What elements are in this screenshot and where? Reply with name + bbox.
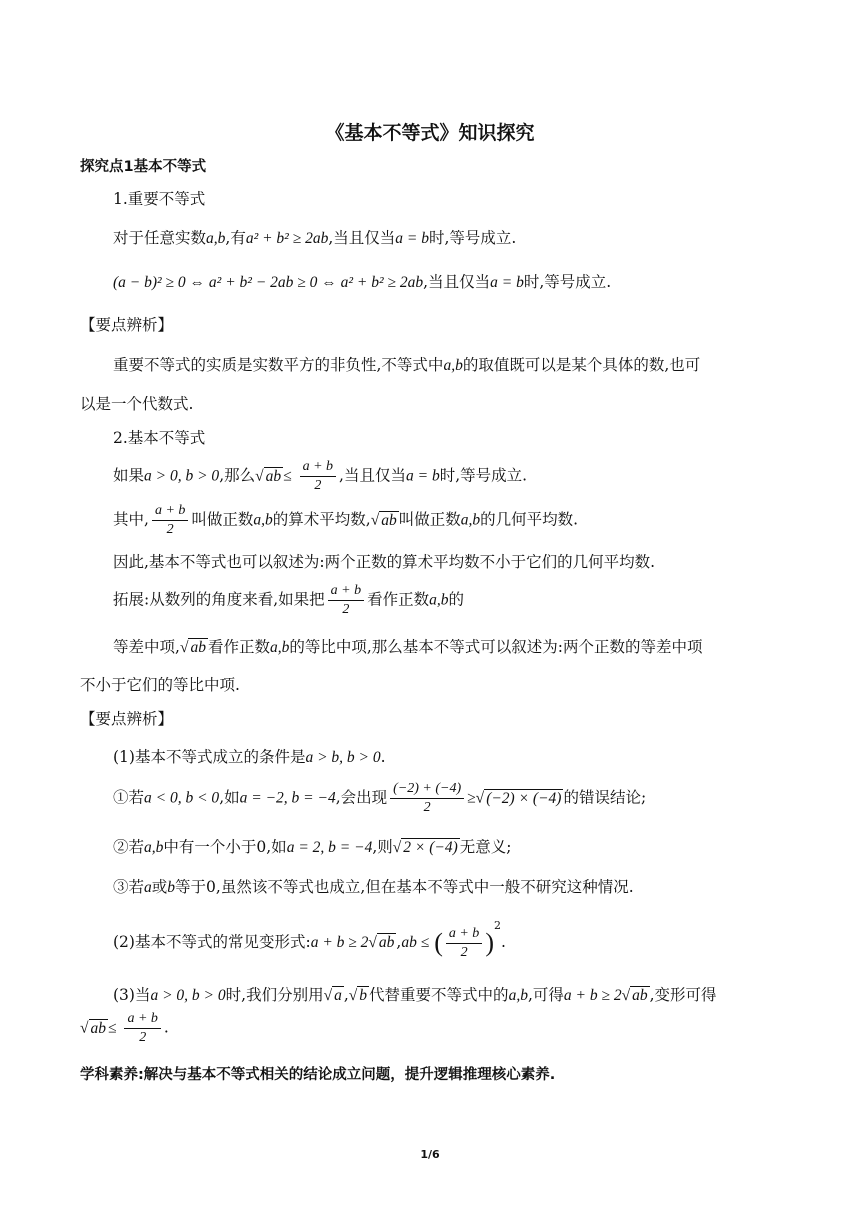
- paragraph-line: 拓展:从数列的角度来看,如果把 $\frac{a + b}{2}$ 看作正数a,b的: [113, 583, 465, 617]
- paragraph-line: (1)基本不等式成立的条件是a > b, b > 0.: [113, 748, 386, 766]
- summary-line: 学科素养:解决与基本不等式相关的结论成立问题，提升逻辑推理核心素养.: [80, 1067, 556, 1083]
- paragraph-line: 其中, $\frac{a + b}{2}$ 叫做正数a,b的算术平均数,√ ab 叫做正数a,b的几何平均数.: [113, 503, 579, 537]
- section-heading: 探究点1基本不等式: [80, 159, 207, 175]
- paragraph-line: (3)当a > 0, b > 0时,我们分别用√ a ,√ b 代替重要不等式中的a,b,可得a + b ≥ 2√ ab ,变形可得: [113, 986, 717, 1004]
- item-heading: 2.基本不等式: [113, 429, 206, 447]
- paragraph-line: (a − b)² ≥ 0 ⇔ a² + b² − 2ab ≥ 0 ⇔ a² + b² ≥ 2ab,当且仅当a = b时,等号成立.: [113, 273, 612, 291]
- page-title: 《基本不等式》知识探究: [325, 122, 535, 144]
- paragraph-line: √ ab ≤ $\frac{a + b}{2}$ .: [80, 1011, 169, 1045]
- key-point-label: 【要点辨析】: [80, 710, 174, 728]
- paragraph-line: ①若a < 0, b < 0,如a = −2, b = −4,会出现 $\frac{(-2) + (-4)}{2}$ ≥√ (−2) × (−4) 的错误结论;: [113, 781, 647, 815]
- paragraph-line: 对于任意实数a,b,有a² + b² ≥ 2ab,当且仅当a = b时,等号成立.: [113, 229, 517, 247]
- paragraph-line: 以是一个代数式.: [80, 395, 194, 413]
- paragraph-line: ③若a或b等于0,虽然该不等式也成立,但在基本不等式中一般不研究这种情况.: [113, 878, 634, 896]
- page-number: 1/6: [420, 1148, 440, 1161]
- paragraph-line: 重要不等式的实质是实数平方的非负性,不等式中a,b的取值既可以是某个具体的数,也可: [113, 356, 701, 374]
- paragraph-line: 等差中项,√ ab 看作正数a,b的等比中项,那么基本不等式可以叙述为:两个正数的等差中项: [113, 638, 703, 656]
- paragraph-line: ②若a,b中有一个小于0,如a = 2, b = −4,则√ 2 × (−4) 无意义;: [113, 838, 512, 856]
- paragraph-line: 因此,基本不等式也可以叙述为:两个正数的算术平均数不小于它们的几何平均数.: [113, 553, 656, 571]
- item-heading: 1.重要不等式: [113, 190, 206, 208]
- paragraph-line: 不小于它们的等比中项.: [80, 676, 240, 694]
- paragraph-line: 如果a > 0, b > 0,那么√ ab ≤ $\frac{a + b}{2}$ ,当且仅当a = b时,等号成立.: [113, 459, 528, 493]
- paragraph-line: (2)基本不等式的常见变形式:a + b ≥ 2√ ab ,ab ≤ ( $\frac{a + b}{2}$ )$^2$.: [113, 919, 506, 960]
- key-point-label: 【要点辨析】: [80, 316, 174, 334]
